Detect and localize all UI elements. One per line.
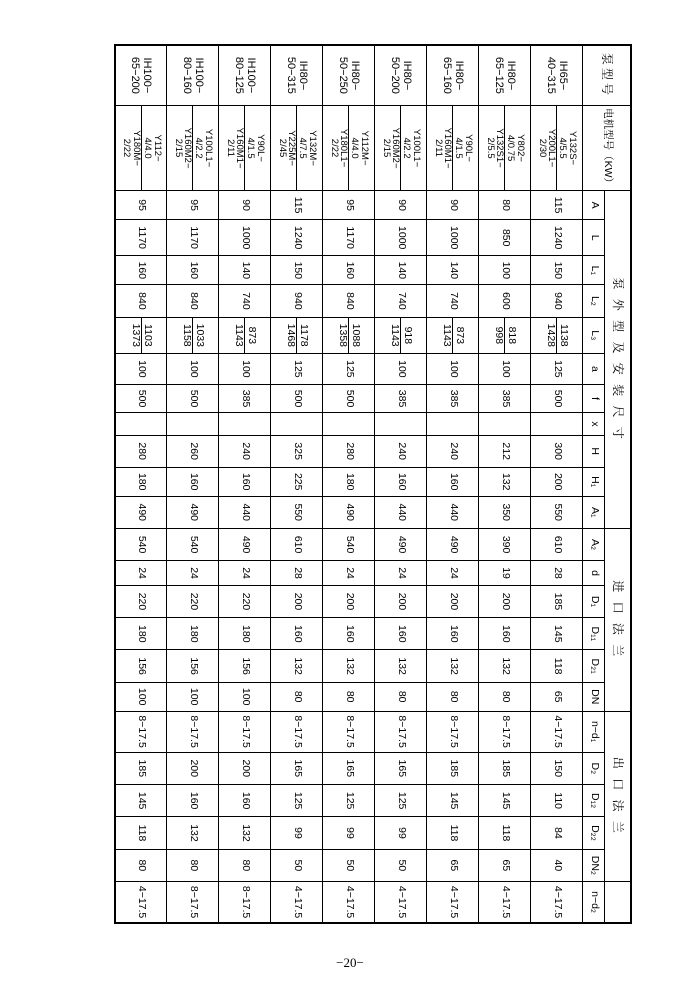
- cell-n-d1: 8−17.5: [375, 711, 427, 752]
- cell-L3: 873 1143: [427, 317, 479, 354]
- cell-A: 115: [531, 191, 583, 220]
- cell-f: 500: [167, 384, 219, 413]
- cell-H1: 160: [167, 467, 219, 496]
- cell-DN: 80: [323, 682, 375, 711]
- cell-L1: 140: [375, 256, 427, 285]
- cell-A1: 440: [427, 496, 479, 528]
- cell-DN: 65: [531, 682, 583, 711]
- cell-L1: 100: [479, 256, 531, 285]
- col-D2: D₂: [583, 752, 605, 784]
- cell-D21: 132: [479, 650, 531, 682]
- cell-n-d2: 4−17.5: [323, 882, 375, 923]
- cell-D1: 220: [219, 585, 271, 617]
- header-outlet-flange: 出 口 法 兰: [605, 711, 631, 882]
- cell-a: 100: [167, 354, 219, 385]
- cell-D1: 220: [167, 585, 219, 617]
- cell-D12: 145: [115, 784, 167, 816]
- cell-L2: 840: [167, 285, 219, 317]
- cell-a: 100: [479, 354, 531, 385]
- cell-DN: 80: [271, 682, 323, 711]
- cell-DN: 80: [375, 682, 427, 711]
- cell-A: 95: [323, 191, 375, 220]
- cell-L3: 873 1143: [219, 317, 271, 354]
- cell-f: 385: [479, 384, 531, 413]
- cell-L2: 840: [323, 285, 375, 317]
- cell-D21: 156: [219, 650, 271, 682]
- rotated-table-container: [68, 44, 632, 919]
- cell-x: [271, 413, 323, 435]
- cell-A: 115: [271, 191, 323, 220]
- cell-DN2: 50: [375, 849, 427, 882]
- cell-model: IH80− 50−315: [271, 45, 323, 105]
- header-motor: 电机型号（KW）: [583, 105, 631, 190]
- table-row: [479, 45, 531, 923]
- cell-d: 28: [271, 561, 323, 586]
- cell-D2: 185: [115, 752, 167, 784]
- cell-a: 100: [219, 354, 271, 385]
- cell-n-d1: 8−17.5: [115, 711, 167, 752]
- table-row: [271, 45, 323, 923]
- cell-D21: 132: [375, 650, 427, 682]
- col-n-d1: n−d₁: [583, 711, 605, 752]
- cell-d: 24: [427, 561, 479, 586]
- cell-L2: 840: [115, 285, 167, 317]
- cell-model: IH80− 50−200: [375, 45, 427, 105]
- cell-L3: 918 1143: [375, 317, 427, 354]
- col-D11: D₁₁: [583, 618, 605, 650]
- cell-x: [375, 413, 427, 435]
- cell-model: IH100− 80−125: [219, 45, 271, 105]
- cell-H: 325: [271, 435, 323, 467]
- cell-D12: 160: [219, 784, 271, 816]
- cell-DN2: 80: [167, 849, 219, 882]
- cell-d: 19: [479, 561, 531, 586]
- cell-D2: 185: [427, 752, 479, 784]
- cell-D2: 165: [375, 752, 427, 784]
- cell-A2: 540: [115, 528, 167, 560]
- cell-D2: 200: [167, 752, 219, 784]
- cell-n-d2: 4−17.5: [271, 882, 323, 923]
- cell-model: IH100− 80−160: [167, 45, 219, 105]
- cell-L: 1240: [531, 219, 583, 256]
- cell-d: 24: [323, 561, 375, 586]
- cell-motor: Y132M− 4/7.5 Y225M− 2/45: [271, 105, 323, 190]
- cell-x: [427, 413, 479, 435]
- cell-A1: 350: [479, 496, 531, 528]
- col-D12: D₁₂: [583, 784, 605, 816]
- col-DN: DN: [583, 682, 605, 711]
- cell-a: 100: [375, 354, 427, 385]
- cell-DN2: 50: [323, 849, 375, 882]
- cell-DN: 100: [115, 682, 167, 711]
- cell-motor: Y100L1− 4/2.2 Y160M2− 2/15: [375, 105, 427, 190]
- cell-motor: Y90L− 4/1.5 Y160M1− 2/11: [427, 105, 479, 190]
- cell-DN: 80: [479, 682, 531, 711]
- cell-D21: 156: [115, 650, 167, 682]
- cell-D22: 84: [531, 817, 583, 849]
- cell-A: 95: [167, 191, 219, 220]
- cell-D12: 125: [323, 784, 375, 816]
- cell-H: 240: [427, 435, 479, 467]
- cell-L1: 160: [323, 256, 375, 285]
- cell-model: IH80− 65−160: [427, 45, 479, 105]
- cell-D12: 145: [427, 784, 479, 816]
- cell-D22: 99: [271, 817, 323, 849]
- cell-D21: 132: [323, 650, 375, 682]
- cell-D11: 160: [271, 618, 323, 650]
- cell-L3: 1033 1158: [167, 317, 219, 354]
- cell-L3: 1178 1468: [271, 317, 323, 354]
- cell-D12: 110: [531, 784, 583, 816]
- col-H1: H₁: [583, 467, 605, 496]
- cell-L1: 160: [167, 256, 219, 285]
- cell-L1: 140: [427, 256, 479, 285]
- cell-A2: 490: [427, 528, 479, 560]
- cell-motor: Y802− 4/0.75 Y132S1− 2/5.5: [479, 105, 531, 190]
- cell-A1: 440: [375, 496, 427, 528]
- cell-H1: 180: [115, 467, 167, 496]
- cell-D11: 160: [427, 618, 479, 650]
- cell-DN2: 80: [219, 849, 271, 882]
- cell-n-d2: 8−17.5: [167, 882, 219, 923]
- cell-n-d2: 4−17.5: [375, 882, 427, 923]
- cell-x: [115, 413, 167, 435]
- cell-L: 1170: [167, 219, 219, 256]
- cell-A1: 550: [271, 496, 323, 528]
- cell-A2: 390: [479, 528, 531, 560]
- cell-f: 500: [115, 384, 167, 413]
- table-body: [115, 45, 583, 923]
- cell-D12: 125: [375, 784, 427, 816]
- cell-n-d2: 4−17.5: [115, 882, 167, 923]
- cell-n-d2: 4−17.5: [531, 882, 583, 923]
- cell-n-d1: 8−17.5: [271, 711, 323, 752]
- cell-D1: 200: [323, 585, 375, 617]
- cell-a: 125: [271, 354, 323, 385]
- cell-A2: 490: [219, 528, 271, 560]
- col-a: a: [583, 354, 605, 385]
- cell-motor: Y90L− 4/1.5 Y160M1− 2/11: [219, 105, 271, 190]
- cell-L2: 740: [219, 285, 271, 317]
- cell-a: 125: [323, 354, 375, 385]
- cell-D21: 156: [167, 650, 219, 682]
- cell-L1: 150: [531, 256, 583, 285]
- cell-d: 24: [219, 561, 271, 586]
- cell-DN: 100: [219, 682, 271, 711]
- cell-L: 1170: [115, 219, 167, 256]
- table-row: [375, 45, 427, 923]
- cell-D12: 145: [479, 784, 531, 816]
- cell-motor: Y112M− 4/4.0 Y180L1− 2/22: [323, 105, 375, 190]
- cell-L2: 940: [271, 285, 323, 317]
- cell-a: 100: [115, 354, 167, 385]
- cell-L: 1170: [323, 219, 375, 256]
- col-A: A: [583, 191, 605, 220]
- cell-model: IH65− 40−315: [531, 45, 583, 105]
- col-A1: A₁: [583, 496, 605, 528]
- cell-D12: 160: [167, 784, 219, 816]
- cell-H: 260: [167, 435, 219, 467]
- cell-L: 850: [479, 219, 531, 256]
- cell-H1: 160: [427, 467, 479, 496]
- cell-H: 300: [531, 435, 583, 467]
- cell-f: 385: [219, 384, 271, 413]
- cell-D11: 160: [375, 618, 427, 650]
- cell-L2: 740: [427, 285, 479, 317]
- cell-a: 125: [531, 354, 583, 385]
- col-D21: D₂₁: [583, 650, 605, 682]
- cell-A2: 540: [323, 528, 375, 560]
- header-dimensions: 泵 外 型 及 安 装 尺 寸: [605, 191, 631, 529]
- cell-A1: 490: [115, 496, 167, 528]
- cell-H: 240: [219, 435, 271, 467]
- table-row: [427, 45, 479, 923]
- cell-D22: 99: [323, 817, 375, 849]
- cell-H1: 200: [531, 467, 583, 496]
- table-row: [219, 45, 271, 923]
- cell-H: 280: [115, 435, 167, 467]
- cell-D22: 118: [115, 817, 167, 849]
- cell-L1: 150: [271, 256, 323, 285]
- col-DN2: DN₂: [583, 849, 605, 882]
- cell-DN: 100: [167, 682, 219, 711]
- cell-n-d1: 8−17.5: [479, 711, 531, 752]
- cell-D1: 200: [427, 585, 479, 617]
- cell-x: [479, 413, 531, 435]
- cell-D11: 145: [531, 618, 583, 650]
- table-row: [323, 45, 375, 923]
- cell-x: [531, 413, 583, 435]
- cell-DN2: 65: [479, 849, 531, 882]
- cell-D1: 200: [375, 585, 427, 617]
- col-d: d: [583, 561, 605, 586]
- cell-L: 1000: [375, 219, 427, 256]
- cell-motor: Y132S− 4/5.5 Y200L1− 2/30: [531, 105, 583, 190]
- cell-D22: 132: [219, 817, 271, 849]
- cell-f: 500: [323, 384, 375, 413]
- cell-D2: 150: [531, 752, 583, 784]
- cell-L2: 940: [531, 285, 583, 317]
- pump-specification-table: [114, 44, 632, 924]
- table-row: [115, 45, 167, 923]
- table-row: [167, 45, 219, 923]
- cell-H: 280: [323, 435, 375, 467]
- cell-f: 500: [271, 384, 323, 413]
- cell-DN2: 80: [115, 849, 167, 882]
- cell-A: 80: [479, 191, 531, 220]
- cell-model: IH80− 50−250: [323, 45, 375, 105]
- cell-L3: 1138 1428: [531, 317, 583, 354]
- cell-n-d2: 8−17.5: [219, 882, 271, 923]
- cell-A1: 490: [167, 496, 219, 528]
- cell-n-d2: 4−17.5: [479, 882, 531, 923]
- header-inlet-flange: 进 口 法 兰: [605, 528, 631, 711]
- cell-f: 385: [375, 384, 427, 413]
- cell-n-d1: 8−17.5: [167, 711, 219, 752]
- cell-D2: 165: [323, 752, 375, 784]
- cell-H1: 180: [323, 467, 375, 496]
- cell-A1: 550: [531, 496, 583, 528]
- cell-L: 1240: [271, 219, 323, 256]
- cell-D2: 200: [219, 752, 271, 784]
- cell-model: IH80− 65−125: [479, 45, 531, 105]
- cell-D11: 160: [479, 618, 531, 650]
- cell-H1: 160: [219, 467, 271, 496]
- cell-A: 90: [427, 191, 479, 220]
- cell-A2: 540: [167, 528, 219, 560]
- cell-n-d1: 8−17.5: [323, 711, 375, 752]
- cell-D22: 118: [479, 817, 531, 849]
- table-row: [531, 45, 583, 923]
- cell-D2: 185: [479, 752, 531, 784]
- cell-x: [323, 413, 375, 435]
- cell-L1: 160: [115, 256, 167, 285]
- cell-L3: 1103 1373: [115, 317, 167, 354]
- cell-d: 24: [115, 561, 167, 586]
- cell-D21: 118: [531, 650, 583, 682]
- cell-A2: 610: [531, 528, 583, 560]
- cell-n-d2: 4−17.5: [427, 882, 479, 923]
- cell-L2: 600: [479, 285, 531, 317]
- col-L3: L₃: [583, 317, 605, 354]
- cell-motor: Y100L1− 4/2.2 Y160M2− 2/15: [167, 105, 219, 190]
- cell-x: [219, 413, 271, 435]
- cell-L: 1000: [427, 219, 479, 256]
- col-f: f: [583, 384, 605, 413]
- page-number: −20−: [336, 955, 364, 970]
- cell-n-d1: 8−17.5: [427, 711, 479, 752]
- cell-D1: 200: [479, 585, 531, 617]
- cell-H1: 160: [375, 467, 427, 496]
- cell-A: 90: [219, 191, 271, 220]
- cell-A: 95: [115, 191, 167, 220]
- cell-f: 385: [427, 384, 479, 413]
- cell-D12: 125: [271, 784, 323, 816]
- cell-model: IH100− 65−200: [115, 45, 167, 105]
- col-L1: L₁: [583, 256, 605, 285]
- col-x: x: [583, 413, 605, 435]
- cell-L1: 140: [219, 256, 271, 285]
- cell-f: 500: [531, 384, 583, 413]
- cell-H: 240: [375, 435, 427, 467]
- cell-D2: 165: [271, 752, 323, 784]
- cell-DN2: 50: [271, 849, 323, 882]
- cell-D22: 99: [375, 817, 427, 849]
- cell-D21: 132: [271, 650, 323, 682]
- cell-D22: 132: [167, 817, 219, 849]
- cell-D1: 220: [115, 585, 167, 617]
- cell-L3: 818 998: [479, 317, 531, 354]
- cell-DN: 80: [427, 682, 479, 711]
- cell-A1: 490: [323, 496, 375, 528]
- col-D1: D₁: [583, 585, 605, 617]
- cell-motor: Y112− 4/4.0 Y180M− 2/22: [115, 105, 167, 190]
- cell-D11: 180: [167, 618, 219, 650]
- col-L: L: [583, 219, 605, 256]
- cell-H: 212: [479, 435, 531, 467]
- cell-d: 24: [375, 561, 427, 586]
- cell-n-d1: 4−17.5: [531, 711, 583, 752]
- cell-L2: 740: [375, 285, 427, 317]
- cell-D1: 185: [531, 585, 583, 617]
- cell-D11: 160: [323, 618, 375, 650]
- col-A2: A₂: [583, 528, 605, 560]
- cell-A2: 490: [375, 528, 427, 560]
- cell-DN2: 40: [531, 849, 583, 882]
- cell-A1: 440: [219, 496, 271, 528]
- cell-d: 28: [531, 561, 583, 586]
- cell-L: 1000: [219, 219, 271, 256]
- cell-A: 90: [375, 191, 427, 220]
- cell-a: 100: [427, 354, 479, 385]
- cell-L3: 1088 1358: [323, 317, 375, 354]
- cell-H1: 132: [479, 467, 531, 496]
- col-D22: D₂₂: [583, 817, 605, 849]
- cell-D22: 118: [427, 817, 479, 849]
- cell-D11: 180: [115, 618, 167, 650]
- cell-DN2: 65: [427, 849, 479, 882]
- cell-x: [167, 413, 219, 435]
- col-H: H: [583, 435, 605, 467]
- col-L2: L₂: [583, 285, 605, 317]
- col-n-d2: n−d₂: [583, 882, 605, 923]
- cell-D21: 132: [427, 650, 479, 682]
- cell-D1: 200: [271, 585, 323, 617]
- header-model: 泵型号: [583, 45, 631, 105]
- cell-A2: 610: [271, 528, 323, 560]
- cell-n-d1: 8−17.5: [219, 711, 271, 752]
- cell-D11: 180: [219, 618, 271, 650]
- cell-H1: 225: [271, 467, 323, 496]
- cell-d: 24: [167, 561, 219, 586]
